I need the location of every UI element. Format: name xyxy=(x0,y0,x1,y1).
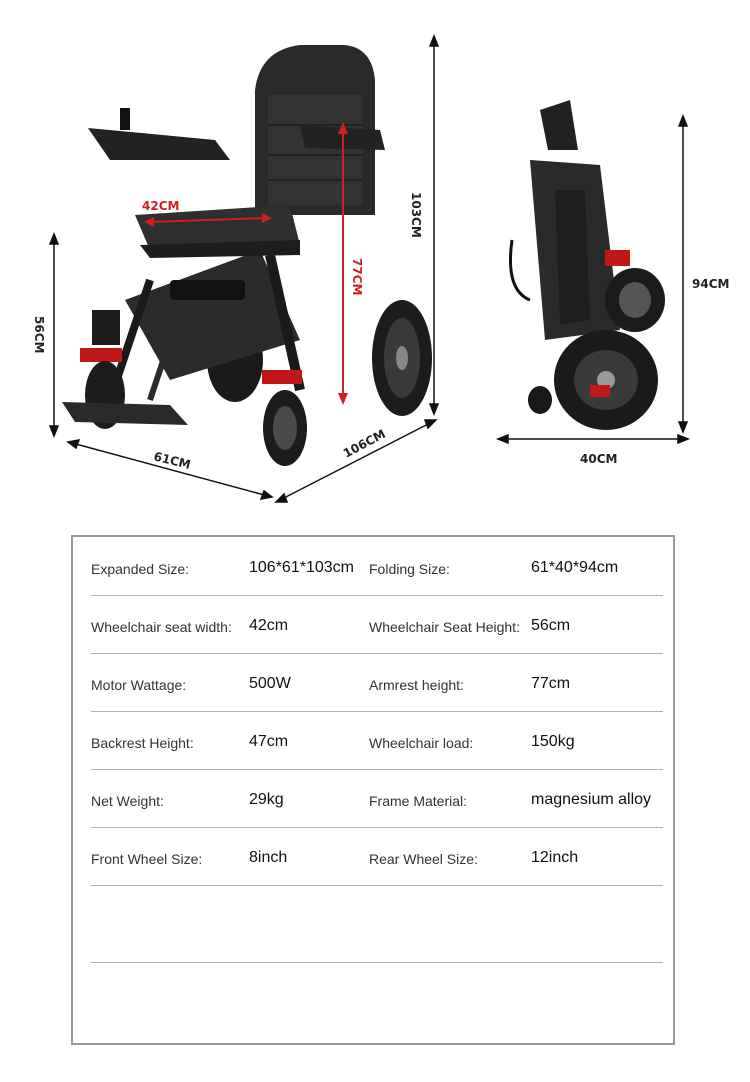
spec-value: 150kg xyxy=(531,733,575,750)
armrest-height-label: 77CM xyxy=(350,258,364,296)
spec-value: 42cm xyxy=(249,617,289,634)
spec-value: 77cm xyxy=(531,675,571,692)
spec-label: Front Wheel Size: xyxy=(91,851,203,867)
spec-value: 500W xyxy=(249,675,291,692)
spec-row xyxy=(91,711,663,770)
spec-value: magnesium alloy xyxy=(531,791,652,808)
seat-width-label: 42CM xyxy=(142,199,180,213)
spec-value: 61*40*94cm xyxy=(531,559,619,576)
total-height-label: 103CM xyxy=(409,192,423,238)
spec-row xyxy=(91,769,663,828)
spec-row xyxy=(91,827,663,886)
spec-row xyxy=(91,653,663,712)
spec-value: 56cm xyxy=(531,617,571,634)
spec-row xyxy=(91,537,663,596)
spec-value: 29kg xyxy=(249,791,284,808)
spec-label: Frame Material: xyxy=(369,793,468,809)
spec-label: Rear Wheel Size: xyxy=(369,851,478,867)
spec-value: 12inch xyxy=(531,849,579,866)
spec-label: Wheelchair load: xyxy=(369,735,474,751)
spec-label: Expanded Size: xyxy=(91,561,190,577)
empty-row-divider xyxy=(91,962,663,963)
spec-label: Folding Size: xyxy=(369,561,450,577)
spec-label: Net Weight: xyxy=(91,793,164,809)
spec-label: Motor Wattage: xyxy=(91,677,187,693)
width-label: 61CM xyxy=(152,449,193,472)
spec-value: 8inch xyxy=(249,849,288,866)
spec-value: 106*61*103cm xyxy=(249,559,354,576)
spec-label: Wheelchair seat width: xyxy=(91,619,232,635)
spec-value: 47cm xyxy=(249,733,289,750)
folded-height-label: 94CM xyxy=(692,277,730,291)
spec-label: Wheelchair Seat Height: xyxy=(369,619,520,635)
spec-label: Backrest Height: xyxy=(91,735,194,751)
unfolded-wheelchair-image xyxy=(62,45,432,466)
seat-height-label: 56CM xyxy=(32,316,46,354)
folded-wheelchair-image xyxy=(510,100,665,430)
wheelchair-figure xyxy=(0,0,750,520)
spec-label: Armrest height: xyxy=(369,677,464,693)
spec-row xyxy=(91,595,663,654)
length-label: 106CM xyxy=(340,426,388,461)
folded-width-label: 40CM xyxy=(580,452,618,466)
spec-table xyxy=(71,535,675,1045)
